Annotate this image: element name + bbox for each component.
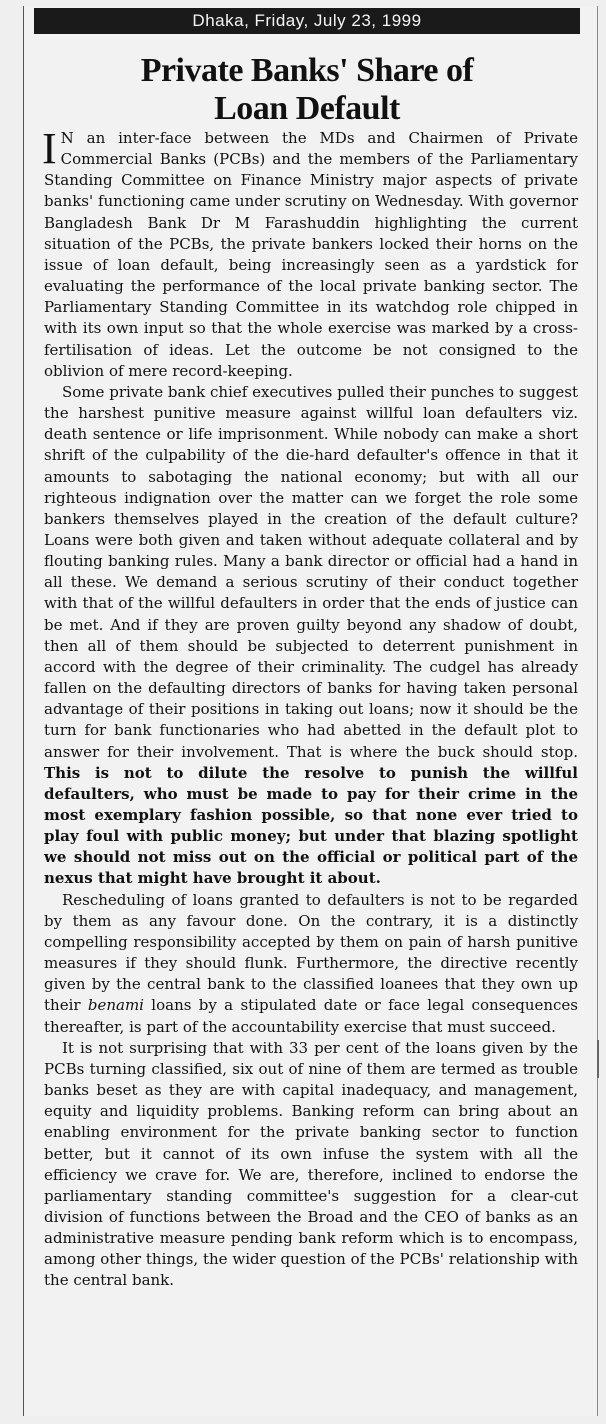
headline-line-1: Private Banks' Share of bbox=[140, 52, 474, 89]
drop-cap: I bbox=[42, 124, 57, 173]
article-body bbox=[42, 124, 578, 1292]
dateline-banner: Dhaka, Friday, July 23, 1999 bbox=[34, 8, 580, 34]
paragraph-4-text: It is not surprising that with 33 per cent of the loans given by the PCBs turning classified, six out of nine of them are termed as trouble banks beset as they are with capital inadequacy, and management, equity and liquidity problems. Banking reform can bring about an enabling environment for the private banking sector to function better, but it cannot of its own infuse the system with all the efficiency we crave for. We are, therefore, inclined to endorse the parliamentary standing committee's suggestion for a clear-cut division of functions between the Broad and the CEO of banks as an administrative measure pending bank reform which is to encompass, among other things, the wider question of the PCBs' relationship with the central bank. bbox=[44, 1038, 578, 1290]
headline bbox=[34, 52, 580, 128]
paragraph-1 bbox=[42, 124, 578, 382]
paragraph-2 bbox=[44, 382, 578, 890]
paragraph-3-text-after: loans by a stipulated date or face legal consequences thereafter, is part of the accountability exercise that must succeed. bbox=[44, 996, 578, 1036]
paragraph-3-text-before: Rescheduling of loans granted to defaulters is not to be regarded by them as any favour done. On the contrary, it is a distinctly compelling responsibility accepted by them on pain of harsh punitive measures if they should flunk. Furthermore, the directive recently given by the central bank to the classified loanees that they own up their bbox=[44, 890, 578, 1015]
paragraph-1-text: N an inter-face between the MDs and Chairmen of Private Commercial Banks (PCBs) and the members of the Parliamentary Standing Committee on Finance Ministry major aspects of private banks' functioning came under scrutiny on Wednesday. With governor Bangladesh Bank Dr M Farashuddin highlighting the current situation of the PCBs, the private bankers locked their horns on the issue of loan default, being increasingly seen as a yardstick for evaluating the performance of the local private banking sector. The Parliamentary Standing Committee in its watchdog role chipped in with its own input so that the whole exercise was marked by a cross-fertilisation of ideas. Let the outcome be not consigned to the oblivion of mere record-keeping. bbox=[44, 129, 578, 380]
paragraph-3-italic-term: benami bbox=[87, 996, 144, 1015]
paragraph-2-text: Some private bank chief executives pulled their punches to suggest the harshest punitive measure against willful loan defaulters viz. death sentence or life imprisonment. While nobody can make a short shrift of the culpability of the die-hard defaulter's offence in that it amounts to sabotaging the national economy; but with all our righteous indignation over the matter can we forget the role some bankers themselves played in the creation of the default culture? Loans were both given and taken without adequate collateral and by flouting banking rules. Many a bank director or official had a hand in all these. We demand a serious scrutiny of their conduct together with that of the willful defaulters in order that the ends of justice can be met. And if they are proven guilty beyond any shadow of doubt, then all of them should be subjected to deterrent punishment in accord with the degree of their criminality. The cudgel has already fallen on the defaulting directors of banks for having taken personal advantage of their positions in taking out loans; now it should be the turn for bank functionaries who had abetted in the default plot to answer for their involvement. That is where the buck should stop. bbox=[44, 382, 578, 761]
paragraph-2-bold-text: This is not to dilute the resolve to punish the willful defaulters, who must be made to pay for their crime in the most exemplary fashion possible, so that none ever tried to play foul with public money; but under that blazing spotlight we should not miss out on the official or political part of the nexus that might have brought it about. bbox=[44, 763, 578, 888]
paragraph-3 bbox=[44, 890, 578, 1038]
scan-edge-mark bbox=[597, 1040, 599, 1078]
headline-line-2: Loan Default bbox=[214, 90, 400, 127]
paragraph-4 bbox=[44, 1038, 578, 1292]
